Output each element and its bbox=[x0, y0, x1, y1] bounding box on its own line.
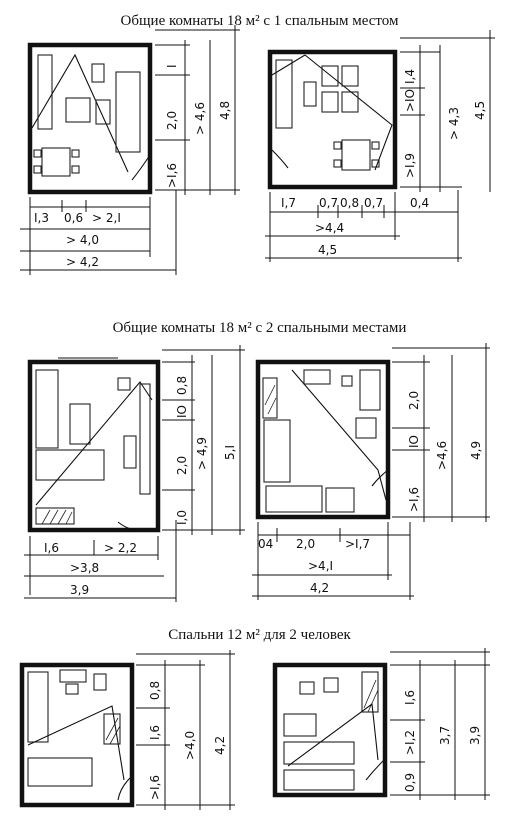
plan-2 bbox=[265, 30, 495, 262]
plan-4-dim-b3: >I,7 bbox=[345, 537, 371, 551]
plan-2-outer: 4,5 bbox=[473, 100, 487, 120]
plan-4-dim-r2: IO bbox=[407, 435, 421, 448]
plan-1-outer: 4,8 bbox=[218, 100, 232, 120]
plan-5-dim-r1: 0,8 bbox=[148, 680, 162, 700]
plan-4-right-total: >4,6 bbox=[435, 440, 449, 470]
plan-2-right-total: > 4,3 bbox=[447, 107, 461, 140]
plan-5-outer: 4,2 bbox=[213, 735, 227, 755]
plan-3-dim-r3: 2,0 bbox=[175, 455, 189, 475]
plan-1 bbox=[20, 25, 240, 275]
plan-6-dim-r1: I,6 bbox=[403, 690, 417, 705]
plan-3-outer: 5,I bbox=[223, 445, 237, 460]
plan-1-dim-r1: I bbox=[165, 64, 179, 68]
plan-1-dim-r2: 2,0 bbox=[165, 110, 179, 130]
plan-6-right-total: 3,7 bbox=[438, 725, 452, 745]
plan-5-dim-r2: I,6 bbox=[148, 725, 162, 740]
plan-2-total2: 4,5 bbox=[318, 243, 338, 257]
plan-1-dim-b1: I,3 bbox=[34, 211, 49, 225]
plan-1-total1: > 4,0 bbox=[66, 233, 99, 247]
plan-3-dim-b2: > 2,2 bbox=[104, 541, 137, 555]
plan-1-right-total: > 4,6 bbox=[193, 102, 207, 135]
plan-5-walls bbox=[22, 665, 132, 805]
plan-2-dim-r1: I,4 bbox=[403, 69, 417, 84]
plan-1-total2: > 4,2 bbox=[66, 255, 99, 269]
plan-4-total1: >4,I bbox=[308, 559, 334, 573]
plan-3-dim-b1: I,6 bbox=[44, 541, 59, 555]
plan-3-dim-r1: 0,8 bbox=[175, 375, 189, 395]
plan-3-dim-r2: IO bbox=[175, 405, 189, 418]
plan-2-dim-r2: >IO bbox=[403, 88, 417, 112]
plan-4-outer: 4,9 bbox=[469, 440, 483, 460]
plan-4-dim-r1: 2,0 bbox=[407, 390, 421, 410]
plan-3-dim-r4: I,0 bbox=[175, 510, 189, 525]
plan-4-dim-b2: 2,0 bbox=[296, 537, 316, 551]
plan-2-dim-b4: 0,7 bbox=[364, 196, 384, 210]
plan-1-dim-r3: >I,6 bbox=[165, 162, 179, 188]
plan-3-total1: >3,8 bbox=[70, 561, 100, 575]
heading-two-beds: Общие комнаты 18 м² с 2 спальными местами bbox=[112, 320, 407, 336]
plan-6-dim-r3: 0,9 bbox=[403, 772, 417, 792]
plan-2-dim-b3: 0,8 bbox=[340, 196, 360, 210]
plan-3 bbox=[24, 345, 245, 602]
plan-3-right-total: > 4,9 bbox=[195, 437, 209, 470]
plan-6-dim-r2: >I,2 bbox=[403, 729, 417, 755]
plan-2-dim-b5: 0,4 bbox=[410, 196, 430, 210]
plan-1-dim-b3: > 2,I bbox=[92, 211, 121, 225]
plan-2-dim-b1: I,7 bbox=[281, 196, 296, 210]
plan-6-walls bbox=[275, 665, 385, 795]
plan-5 bbox=[22, 650, 235, 810]
plan-2-dim-b2: 0,7 bbox=[319, 196, 339, 210]
plan-4-dim-b1: 04 bbox=[258, 537, 274, 551]
plan-4 bbox=[252, 343, 490, 600]
plan-3-total2: 3,9 bbox=[70, 583, 90, 597]
plan-4-dim-r3: >I,6 bbox=[407, 486, 421, 512]
plan-6-outer: 3,9 bbox=[468, 725, 482, 745]
plan-4-total2: 4,2 bbox=[310, 581, 330, 595]
plan-1-dim-b2: 0,6 bbox=[64, 211, 84, 225]
plan-5-dim-r3: >I,6 bbox=[148, 774, 162, 800]
plan-2-total1: >4,4 bbox=[315, 221, 345, 235]
plan-3-walls bbox=[30, 362, 158, 530]
plan-5-right-total: >4,0 bbox=[183, 730, 197, 760]
heading-bedrooms: Спальни 12 м² для 2 человек bbox=[168, 627, 351, 643]
plan-2-dim-r3: >I,9 bbox=[403, 152, 417, 178]
heading-one-bed: Общие комнаты 18 м² с 1 спальным местом bbox=[120, 13, 399, 29]
plan-6 bbox=[275, 648, 490, 800]
